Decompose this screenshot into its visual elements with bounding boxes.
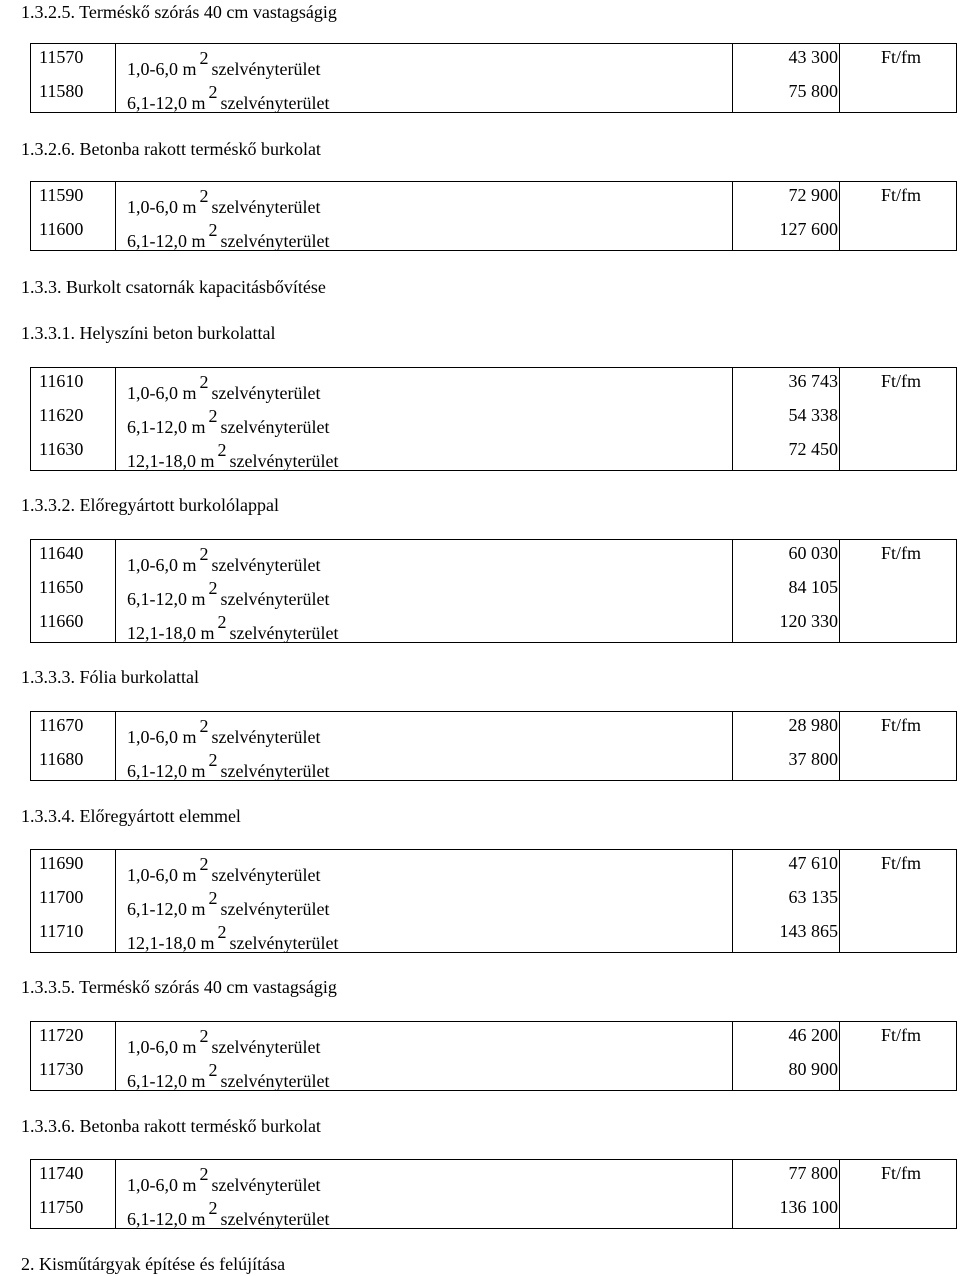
section-heading: 1.3.3.1. Helyszíni beton burkolattal xyxy=(21,323,276,343)
section-heading: 1.3.2.5. Terméskő szórás 40 cm vastagságig xyxy=(21,2,337,22)
item-price: 72 450 xyxy=(788,439,838,459)
table-row xyxy=(31,921,956,955)
table-row xyxy=(31,577,956,611)
item-code: 11680 xyxy=(39,749,84,769)
table-row xyxy=(31,47,956,81)
item-price: 54 338 xyxy=(788,405,838,425)
price-unit: Ft/fm xyxy=(881,47,922,67)
item-price: 84 105 xyxy=(788,577,838,597)
item-description: 6,1-12,0 $m^2szelvényterület$ xyxy=(127,578,330,609)
price-table xyxy=(30,367,957,471)
table-row xyxy=(31,371,956,405)
item-price: 80 900 xyxy=(788,1059,838,1079)
table-row xyxy=(31,1197,956,1231)
item-description: 1,0-6,0 $m^2szelvényterület$ xyxy=(127,854,321,885)
table-row xyxy=(31,853,956,887)
item-code: 11740 xyxy=(39,1163,84,1183)
table-row xyxy=(31,715,956,749)
item-description: 12,1-18,0 $m^2szelvényterület$ xyxy=(127,440,339,471)
section-heading: 1.3.3. Burkolt csatornák kapacitásbővítése xyxy=(21,277,326,297)
table-row xyxy=(31,887,956,921)
item-code: 11730 xyxy=(39,1059,84,1079)
item-price: 77 800 xyxy=(788,1163,838,1183)
item-price: 72 900 xyxy=(788,185,838,205)
item-price: 136 100 xyxy=(779,1197,838,1217)
item-price: 37 800 xyxy=(788,749,838,769)
item-description: 1,0-6,0 $m^2szelvényterület$ xyxy=(127,372,321,403)
table-row xyxy=(31,1163,956,1197)
price-table xyxy=(30,849,957,953)
price-table xyxy=(30,43,957,113)
item-code: 11750 xyxy=(39,1197,84,1217)
item-description: 6,1-12,0 $m^2szelvényterület$ xyxy=(127,888,330,919)
item-code: 11600 xyxy=(39,219,84,239)
section-heading: 1.3.3.3. Fólia burkolattal xyxy=(21,667,199,687)
price-table xyxy=(30,181,957,251)
price-table xyxy=(30,711,957,781)
item-price: 46 200 xyxy=(788,1025,838,1045)
table-row xyxy=(31,439,956,473)
item-price: 36 743 xyxy=(788,371,838,391)
item-price: 120 330 xyxy=(779,611,838,631)
price-unit: Ft/fm xyxy=(881,543,922,563)
price-unit: Ft/fm xyxy=(881,853,922,873)
item-code: 11640 xyxy=(39,543,84,563)
item-description: 6,1-12,0 $m^2szelvényterület$ xyxy=(127,1198,330,1229)
table-row xyxy=(31,749,956,783)
table-row xyxy=(31,611,956,645)
table-row xyxy=(31,185,956,219)
table-row xyxy=(31,81,956,115)
item-code: 11710 xyxy=(39,921,84,941)
section-heading: 2. Kisműtárgyak építése és felújítása xyxy=(21,1254,286,1274)
item-description: 1,0-6,0 $m^2szelvényterület$ xyxy=(127,1026,321,1057)
item-description: 1,0-6,0 $m^2szelvényterület$ xyxy=(127,716,321,747)
item-code: 11580 xyxy=(39,81,84,101)
item-price: 63 135 xyxy=(788,887,838,907)
section-heading: 1.3.3.4. Előregyártott elemmel xyxy=(21,806,241,826)
price-unit: Ft/fm xyxy=(881,715,922,735)
item-price: 47 610 xyxy=(788,853,838,873)
item-price: 75 800 xyxy=(788,81,838,101)
item-description: 6,1-12,0 $m^2szelvényterület$ xyxy=(127,406,330,437)
item-code: 11660 xyxy=(39,611,84,631)
item-code: 11700 xyxy=(39,887,84,907)
item-description: 1,0-6,0 $m^2szelvényterület$ xyxy=(127,1164,321,1195)
section-heading: 1.3.3.2. Előregyártott burkolólappal xyxy=(21,495,279,515)
item-code: 11590 xyxy=(39,185,84,205)
section-heading: 1.3.2.6. Betonba rakott terméskő burkolat xyxy=(21,139,321,159)
item-description: 6,1-12,0 $m^2szelvényterület$ xyxy=(127,220,330,251)
section-heading: 1.3.3.6. Betonba rakott terméskő burkolat xyxy=(21,1116,321,1136)
item-code: 11690 xyxy=(39,853,84,873)
item-price: 60 030 xyxy=(788,543,838,563)
item-description: 1,0-6,0 $m^2szelvényterület$ xyxy=(127,186,321,217)
item-code: 11670 xyxy=(39,715,84,735)
item-price: 143 865 xyxy=(779,921,838,941)
price-unit: Ft/fm xyxy=(881,1163,922,1183)
item-description: 12,1-18,0 $m^2szelvényterület$ xyxy=(127,922,339,953)
table-row xyxy=(31,219,956,253)
section-heading: 1.3.3.5. Terméskő szórás 40 cm vastagságig xyxy=(21,977,337,997)
table-row xyxy=(31,1059,956,1093)
item-description: 6,1-12,0 $m^2szelvényterület$ xyxy=(127,82,330,113)
table-row xyxy=(31,405,956,439)
item-description: 12,1-18,0 $m^2szelvényterület$ xyxy=(127,612,339,643)
price-table xyxy=(30,1159,957,1229)
table-row xyxy=(31,1025,956,1059)
price-table xyxy=(30,539,957,643)
table-row xyxy=(31,543,956,577)
item-description: 1,0-6,0 $m^2szelvényterület$ xyxy=(127,48,321,79)
item-description: 6,1-12,0 $m^2szelvényterület$ xyxy=(127,750,330,781)
price-unit: Ft/fm xyxy=(881,1025,922,1045)
item-price: 28 980 xyxy=(788,715,838,735)
item-code: 11720 xyxy=(39,1025,84,1045)
item-description: 6,1-12,0 $m^2szelvényterület$ xyxy=(127,1060,330,1091)
item-code: 11610 xyxy=(39,371,84,391)
item-price: 43 300 xyxy=(788,47,838,67)
item-code: 11620 xyxy=(39,405,84,425)
item-code: 11650 xyxy=(39,577,84,597)
item-code: 11630 xyxy=(39,439,84,459)
price-unit: Ft/fm xyxy=(881,185,922,205)
price-table xyxy=(30,1021,957,1091)
item-price: 127 600 xyxy=(779,219,838,239)
item-code: 11570 xyxy=(39,47,84,67)
price-unit: Ft/fm xyxy=(881,371,922,391)
item-description: 1,0-6,0 $m^2szelvényterület$ xyxy=(127,544,321,575)
